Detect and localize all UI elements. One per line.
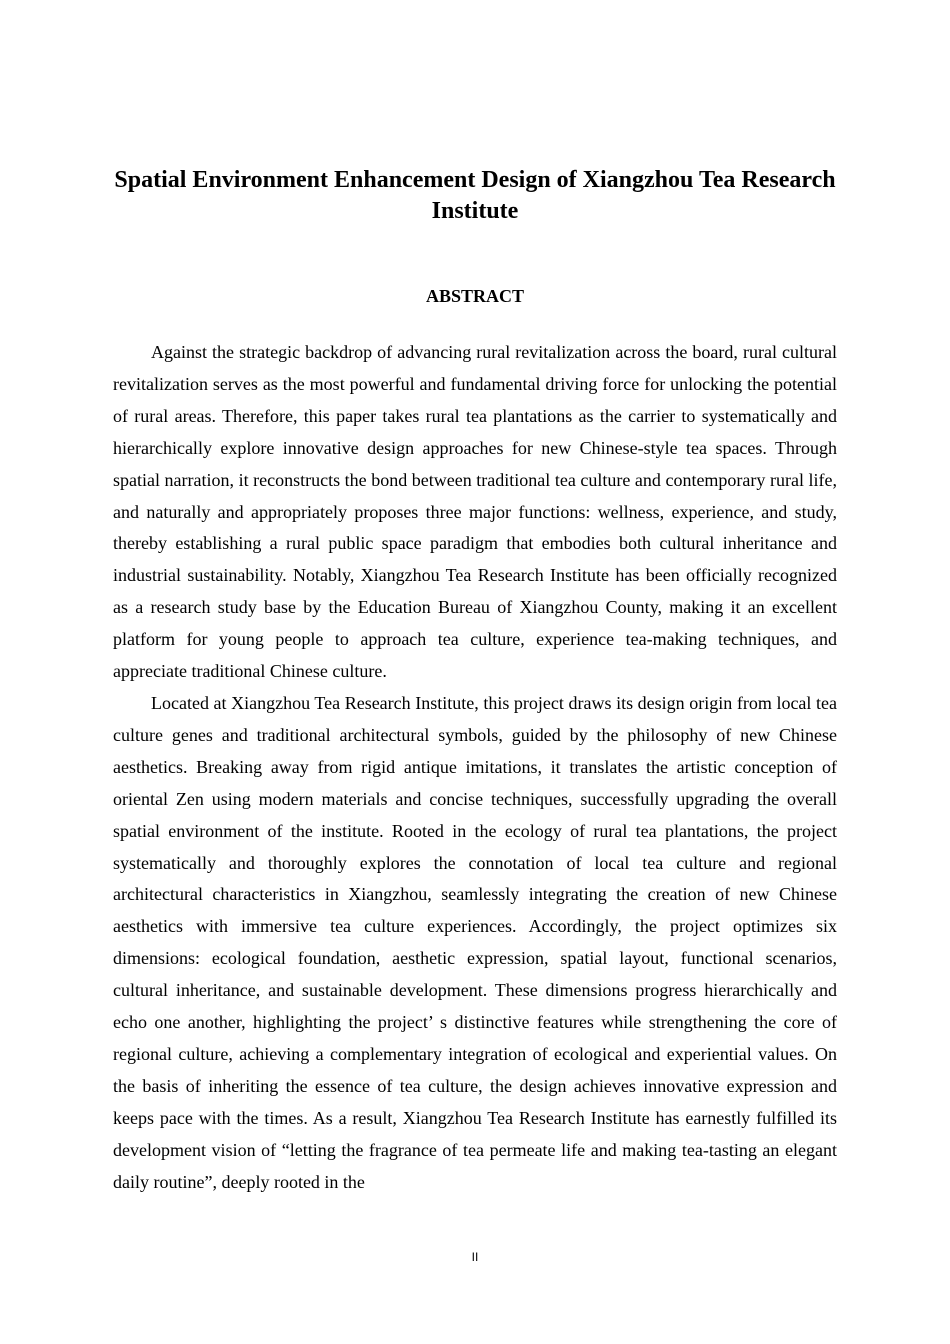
abstract-heading: ABSTRACT: [425, 286, 525, 306]
paper-title: Spatial Environment Enhancement Design of Xiangzhou Tea Research Institute: [114, 167, 836, 224]
abstract-body: [113, 337, 837, 1198]
page-number: II: [471, 1250, 479, 1264]
abstract-paragraph-1: Against the strategic backdrop of advancing rural revitalization across the board, rural cultural revitalization serves as the most powerful and fundamental driving force for unlocking the potential of rural areas. Therefore, this paper takes rural tea plantations as the carrier to systematically and hierarchically explore innovative design approaches for new Chinese-style tea spaces. Through spatial narration, it reconstructs the bond between traditional tea culture and contemporary rural life, and naturally and appropriately proposes three major functions: wellness, experience, and study, thereby establishing a rural public space paradigm that embodies both cultural inheritance and industrial sustainability. Notably, Xiangzhou Tea Research Institute has been officially recognized as a research study base by the Education Bureau of Xiangzhou County, making it an excellent platform for young people to approach tea culture, experience tea-making techniques, and appreciate traditional Chinese culture.: [113, 342, 837, 682]
abstract-paragraph-2: Located at Xiangzhou Tea Research Institute, this project draws its design origin from local tea culture genes and traditional architectural symbols, guided by the philosophy of new Chinese aesthetics. Breaking away from rigid antique imitations, it translates the artistic conception of oriental Zen using modern materials and concise techniques, successfully upgrading the overall spatial environment of the institute. Rooted in the ecology of rural tea plantations, the project systematically and thoroughly explores the connotation of local tea culture and regional architectural characteristics in Xiangzhou, seamlessly integrating the creation of new Chinese aesthetics with immersive tea culture experiences. Accordingly, the project optimizes six dimensions: ecological foundation, aesthetic expression, spatial layout, functional scenarios, cultural inheritance, and sustainable development. These dimensions progress hierarchically and echo one another, highlighting the project’ s distinctive features while strengthening the core of regional culture, achieving a complementary integration of ecological and experiential values. On the basis of inheriting the essence of tea culture, the design achieves innovative expression and keeps pace with the times. As a result, Xiangzhou Tea Research Institute has earnestly fulfilled its development vision of “letting the fragrance of tea permeate life and making tea-tasting an elegant daily routine”, deeply rooted in the: [113, 692, 837, 1192]
